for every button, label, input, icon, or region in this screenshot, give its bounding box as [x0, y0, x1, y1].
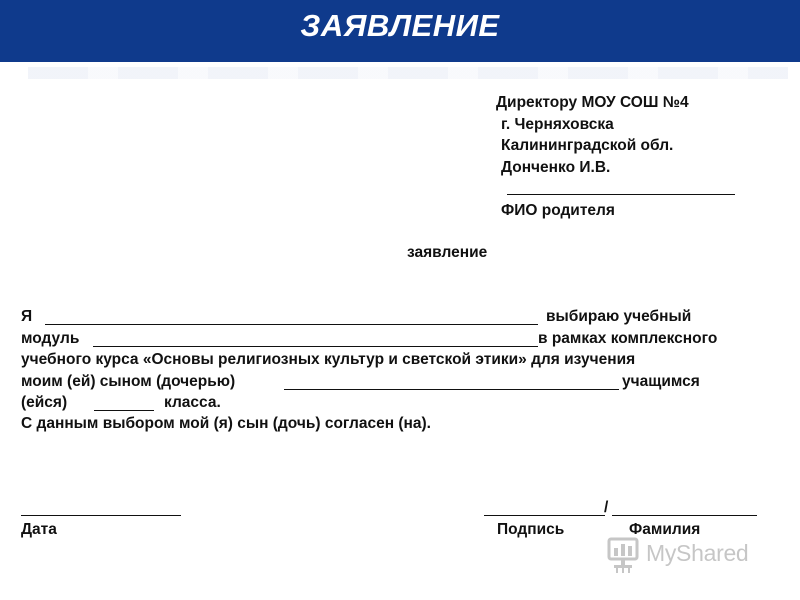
parent-name-line[interactable] [507, 194, 735, 195]
faint-background-line [28, 67, 788, 79]
body-choose: выбираю учебный [546, 308, 692, 325]
date-line[interactable] [21, 515, 181, 516]
surname-label: Фамилия [629, 521, 701, 538]
addressee-line-2: г. Черняховска [501, 116, 614, 133]
body-ya: Я [21, 308, 33, 325]
body-klass: класса. [164, 394, 221, 411]
body-module: модуль [21, 330, 80, 347]
addressee-line-1: Директору МОУ СОШ №4 [496, 94, 689, 111]
parent-name-caption: ФИО родителя [501, 202, 615, 219]
watermark-text: MyShared [646, 540, 749, 566]
signature-line[interactable] [484, 515, 605, 516]
myshared-watermark [606, 536, 776, 576]
document-title: заявление [407, 244, 488, 261]
body-son: моим (ей) сыном (дочерью) [21, 373, 236, 390]
body-student: учащимся [622, 373, 700, 390]
date-label: Дата [21, 521, 57, 538]
module-name-line[interactable] [93, 346, 538, 347]
addressee-line-4: Донченко И.В. [501, 159, 611, 176]
banner-title: ЗАЯВЛЕНИЕ [300, 8, 500, 43]
child-name-line[interactable] [284, 389, 619, 390]
body-frame: в рамках комплексного [538, 330, 718, 347]
body-agree: С данным выбором мой (я) сын (дочь) согласен (на). [21, 415, 431, 432]
class-number-line[interactable] [94, 410, 154, 411]
signature-label: Подпись [497, 521, 565, 538]
applicant-name-line[interactable] [45, 324, 538, 325]
signature-slash: / [604, 499, 609, 516]
surname-line[interactable] [612, 515, 757, 516]
body-eisya: (ейся) [21, 394, 68, 411]
title-banner [0, 0, 800, 62]
addressee-line-3: Калининградской обл. [501, 137, 674, 154]
body-course: учебного курса «Основы религиозных культур и светской этики» для изучения [21, 351, 636, 368]
myshared-logo-icon [606, 536, 642, 574]
